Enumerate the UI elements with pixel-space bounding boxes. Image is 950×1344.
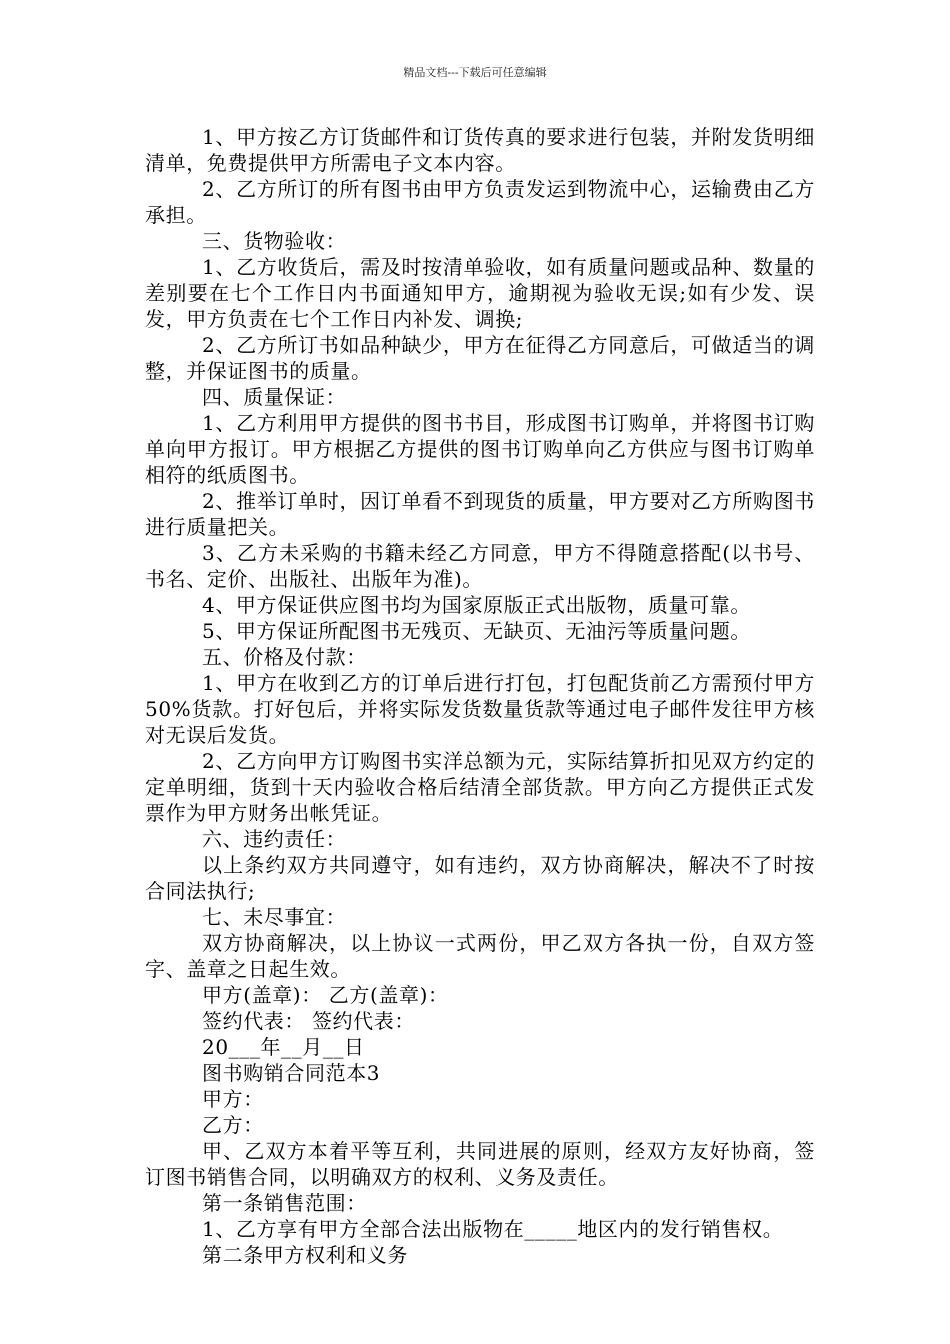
section-heading: 五、价格及付款： [202, 645, 367, 669]
section-heading: 七、未尽事宜： [202, 905, 347, 929]
paragraph: 2、乙方所订书如品种缺少，甲方在征得乙方同意后，可做适当的调整，并保证图书的质量。 [145, 333, 815, 383]
paragraph: 1、乙方利用甲方提供的图书书目，形成图书订购单，并将图书订购单向甲方报订。甲方根据乙方提供的图书订购单向乙方供应与图书订购单相符的纸质图书。 [145, 411, 815, 487]
section-heading: 六、违约责任： [202, 827, 347, 851]
signature-line: 甲方(盖章)： 乙方(盖章)： [202, 983, 449, 1007]
contract-title: 图书购销合同范本3 [202, 1061, 381, 1085]
section-heading: 四、质量保证： [202, 385, 347, 409]
paragraph: 2、乙方所订的所有图书由甲方负责发运到物流中心，运输费由乙方承担。 [145, 177, 815, 227]
paragraph: 4、甲方保证供应图书均为国家原版正式出版物，质量可靠。 [202, 593, 751, 617]
section-heading: 三、货物验收： [202, 229, 347, 253]
paragraph: 1、甲方在收到乙方的订单后进行打包，打包配货前乙方需预付甲方50%货款。打好包后，并将实际发货数量货款等通过电子邮件发往甲方核对无误后发货。 [145, 671, 815, 747]
signature-line: 签约代表： 签约代表： [202, 1009, 415, 1033]
paragraph: 1、乙方享有甲方全部合法出版物在_____地区内的发行销售权。 [202, 1217, 784, 1241]
section-heading: 第一条销售范围： [202, 1191, 367, 1215]
paragraph: 1、乙方收货后，需及时按清单验收，如有质量问题或品种、数量的差别要在七个工作日内书面通知甲方，逾期视为验收无误;如有少发、误发，甲方负责在七个工作日内补发、调换; [145, 255, 815, 331]
paragraph: 2、乙方向甲方订购图书实洋总额为元，实际结算折扣见双方约定的定单明细，货到十天内验收合格后结清全部货款。甲方向乙方提供正式发票作为甲方财务出帐凭证。 [145, 749, 815, 825]
paragraph: 3、乙方未采购的书籍未经乙方同意，甲方不得随意搭配(以书号、书名、定价、出版社、出版年为准)。 [145, 541, 815, 591]
paragraph: 双方协商解决，以上协议一式两份，甲乙双方各执一份，自双方签字、盖章之日起生效。 [145, 931, 815, 981]
paragraph: 2、推举订单时，因订单看不到现货的质量，甲方要对乙方所购图书进行质量把关。 [145, 489, 815, 539]
page-header: 精品文档---下载后可任意编辑 [403, 66, 547, 79]
paragraph: 5、甲方保证所配图书无残页、无缺页、无油污等质量问题。 [202, 619, 751, 643]
paragraph: 以上条约双方共同遵守，如有违约，双方协商解决，解决不了时按合同法执行; [145, 853, 815, 903]
document-body [145, 124, 815, 1268]
date-line: 20___年__月__日 [202, 1035, 365, 1059]
paragraph: 甲、乙双方本着平等互利，共同进展的原则，经双方友好协商，签订图书销售合同，以明确双方的权利、义务及责任。 [145, 1139, 815, 1189]
party-b-line: 乙方： [202, 1113, 264, 1137]
party-a-line: 甲方： [202, 1087, 264, 1111]
paragraph: 1、甲方按乙方订货邮件和订货传真的要求进行包装，并附发货明细清单，免费提供甲方所需电子文本内容。 [145, 125, 815, 175]
section-heading: 第二条甲方权利和义务 [202, 1243, 408, 1267]
